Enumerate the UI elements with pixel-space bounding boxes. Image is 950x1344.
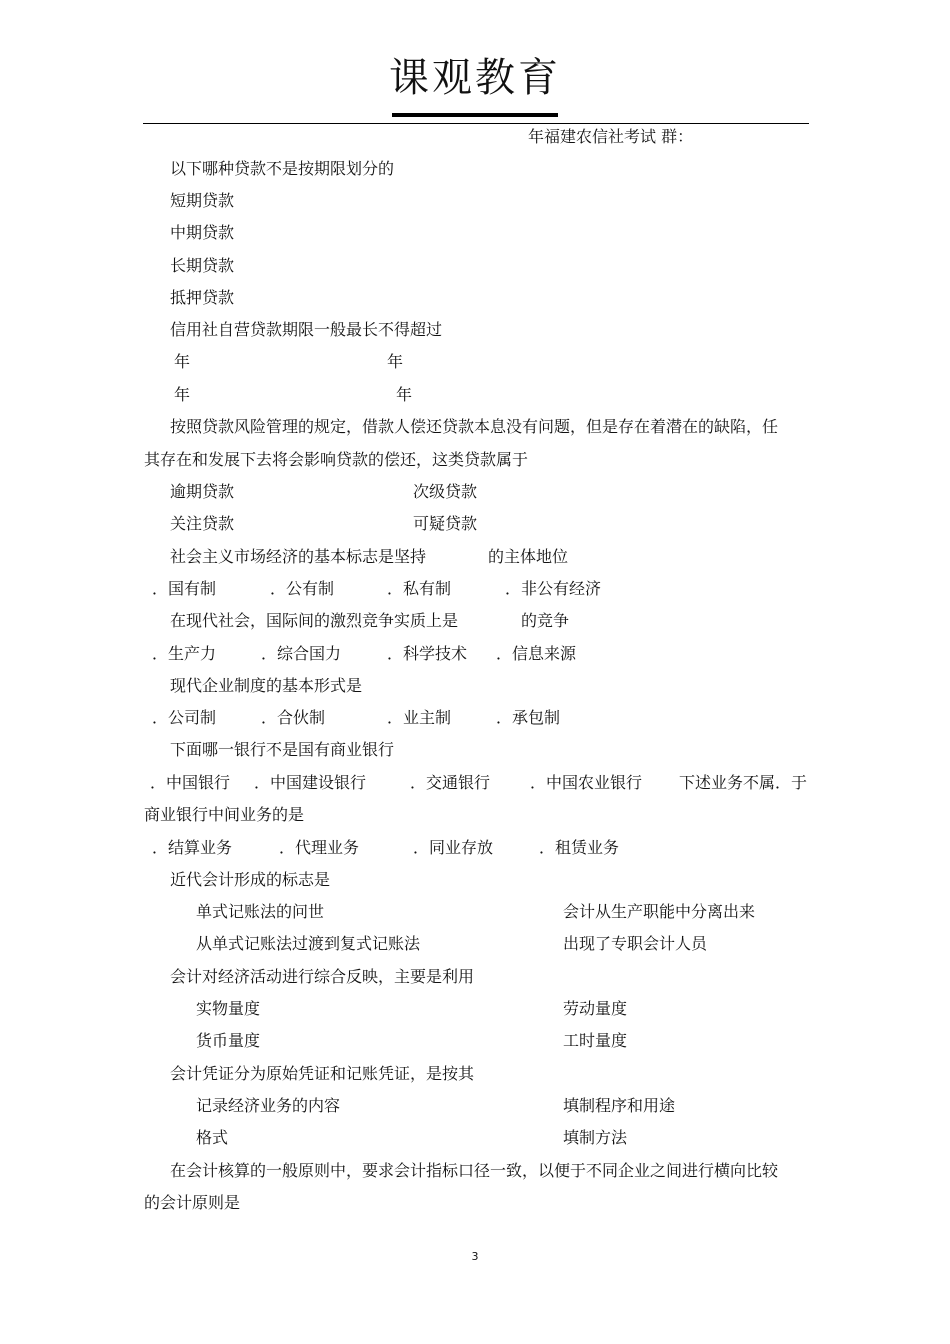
option-text: ．私有制: [387, 579, 452, 598]
question-text: 商业银行中间业务的是: [144, 805, 305, 824]
option-text: 短期贷款: [170, 191, 235, 210]
option-text: 逾期贷款: [170, 482, 235, 501]
question-text: 在会计核算的一般原则中，要求会计指标口径一致，以便于不同企业之间进行横向比较: [170, 1161, 779, 1180]
option-text: 年: [174, 385, 191, 404]
question-text: 其存在和发展下去将会影响贷款的偿还，这类贷款属于: [144, 450, 529, 469]
option-text: ．承包制: [496, 708, 561, 727]
option-text: ．业主制: [387, 708, 452, 727]
option-text: 抵押贷款: [170, 288, 235, 307]
option-text: 可疑贷款: [413, 514, 478, 533]
option-text: ．合伙制: [261, 708, 326, 727]
option-text: ．公司制: [152, 708, 217, 727]
question-text: 近代会计形成的标志是: [170, 870, 331, 889]
option-text: 劳动量度: [563, 999, 628, 1018]
question-text: 在现代社会，国际间的激烈竞争实质上是: [170, 611, 459, 630]
option-text: ．租赁业务: [539, 838, 620, 857]
question-text: 社会主义市场经济的基本标志是坚持: [170, 547, 427, 566]
question-text: 现代企业制度的基本形式是: [170, 676, 363, 695]
option-text: 工时量度: [563, 1031, 628, 1050]
title-underline: [392, 113, 558, 117]
option-text: 记录经济业务的内容: [196, 1096, 341, 1115]
option-text: ．国有制: [152, 579, 217, 598]
option-text: ．信息来源: [496, 644, 577, 663]
option-text: 填制方法: [563, 1128, 628, 1147]
option-text: ．中国农业银行: [530, 773, 643, 792]
question-text: 的竞争: [521, 611, 570, 630]
option-text: 中期贷款: [170, 223, 235, 242]
option-text: 单式记账法的问世: [196, 902, 325, 921]
option-text: 年: [387, 352, 404, 371]
option-text: 年: [174, 352, 191, 371]
question-text: 按照贷款风险管理的规定，借款人偿还贷款本息没有问题，但是存在着潜在的缺陷，任: [170, 417, 779, 436]
question-text: 信用社自营贷款期限一般最长不得超过: [170, 320, 443, 339]
question-text: 会计对经济活动进行综合反映，主要是利用: [170, 967, 475, 986]
question-text: 以下哪种贷款不是按期限划分的: [170, 159, 395, 178]
option-text: 会计从生产职能中分离出来: [563, 902, 756, 921]
option-text: 从单式记账法过渡到复式记账法: [196, 934, 421, 953]
question-text: 的会计原则是: [144, 1193, 241, 1212]
option-text: ．代理业务: [279, 838, 360, 857]
question-text: 下面哪一银行不是国有商业银行: [170, 740, 395, 759]
option-text: 实物量度: [196, 999, 261, 1018]
question-text: 的主体地位: [488, 547, 569, 566]
option-text: 格式: [196, 1128, 229, 1147]
option-text: ．公有制: [270, 579, 335, 598]
option-text: ．中国银行: [150, 773, 231, 792]
option-text: ．非公有经济: [505, 579, 602, 598]
option-text: 填制程序和用途: [563, 1096, 676, 1115]
option-text: 年: [396, 385, 413, 404]
option-text: ．交通银行: [410, 773, 491, 792]
option-text: 货币量度: [196, 1031, 261, 1050]
page-title: 课观教育: [389, 55, 561, 101]
header-rule: [143, 123, 809, 124]
option-text: 次级贷款: [413, 482, 478, 501]
option-text: ．同业存放: [413, 838, 494, 857]
question-text: 下述业务不属．于: [679, 773, 808, 792]
question-text: 会计凭证分为原始凭证和记账凭证，是按其: [170, 1064, 475, 1083]
option-text: ．综合国力: [261, 644, 342, 663]
option-text: 长期贷款: [170, 256, 235, 275]
option-text: 关注贷款: [170, 514, 235, 533]
option-text: ．中国建设银行: [254, 773, 367, 792]
option-text: 出现了专职会计人员: [563, 934, 708, 953]
page-number: 3: [471, 1250, 479, 1263]
option-text: ．结算业务: [152, 838, 233, 857]
option-text: ．科学技术: [387, 644, 468, 663]
header-note: 年福建农信社考试 群：: [528, 127, 694, 146]
option-text: ．生产力: [152, 644, 217, 663]
